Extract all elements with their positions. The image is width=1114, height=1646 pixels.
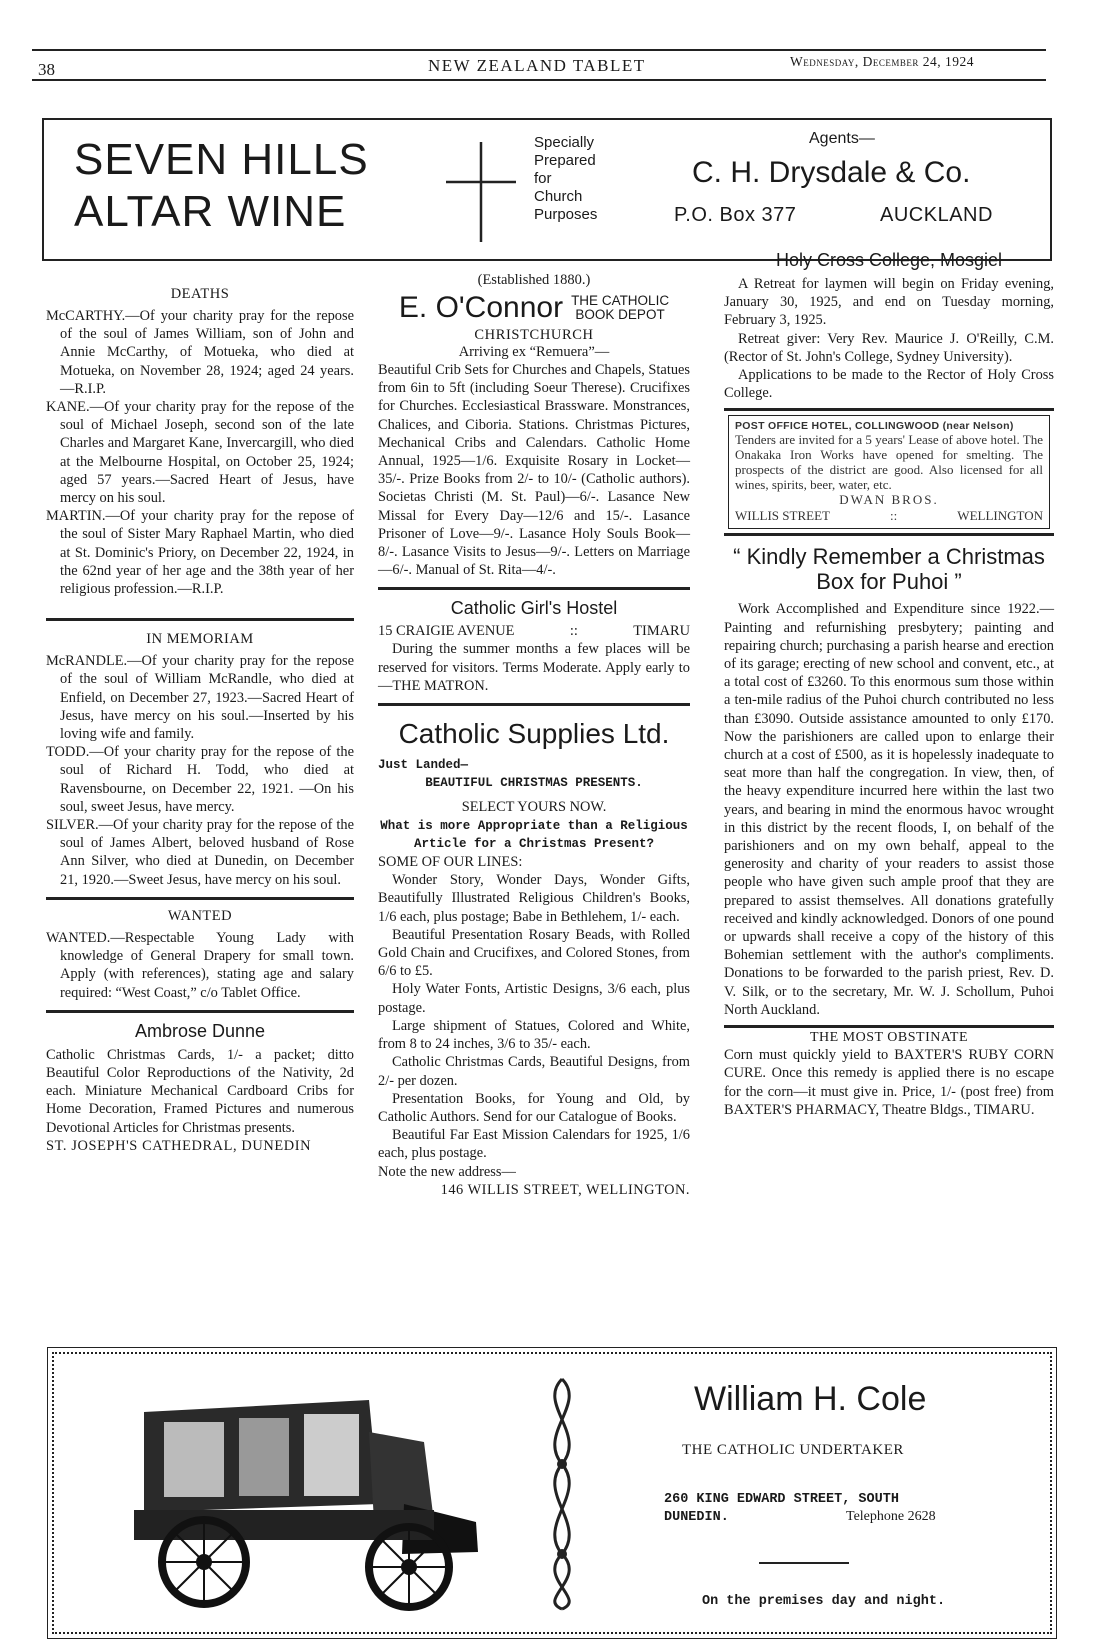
- publication-title: NEW ZEALAND TABLET: [428, 56, 646, 75]
- memoriam-entry: SILVER.—Of your charity pray for the repose of the soul of James Albert, beloved husband of Rose Ann Silver, who died at Dunedin, on December 21, 1920.—Sweet Jesus, have mercy on his soul.: [46, 817, 354, 888]
- postoffice-firm: DWAN BROS.: [839, 492, 939, 508]
- header-rule-bottom: [32, 79, 1046, 81]
- agent-name: C. H. Drysdale & Co.: [692, 156, 971, 189]
- section-divider: [46, 897, 354, 900]
- puhoi-text: Work Accomplished and Expenditure since 1922.—Painting and refurnishing presbytery; painting and repairing church; purchasing a parish hearse and erection of its garage; erecting of new school and convent, etc., at a total cost of £3260. To this enormous sum those within a ten-mile radius of the Puhoi church contributed no less than £3090. Outside assistance amounted to only £170. Now the parishioners are called upon to enlarge their church at a cost of £500, as it is hopelessly inadequate to seat more than half the congregation. In view, then, of the heavy expenditure incurred here within the last two years, and bearing in mind the enormous havoc wrought in this district by the recent floods, I, on behalf of the parishioners and on my own behalf, appeal to the generosity and charity of your readers to assist those people who have given such ample proof that they are prepared to assist themselves. All donations gratefully received and kindly acknowledged. Donors of one pound or upwards shall receive a copy of the history of this Bohemian settlement with the author's compliments. Donations to be forwarded to the parish priest, Rev. D. V. Silk, or to the secretary, Mr. W. J. Schollum, Puhoi North Auckland.: [724, 601, 1054, 1018]
- supplies-beautiful: BEAUTIFUL CHRISTMAS PRESENTS.: [425, 776, 643, 791]
- agent-city: AUCKLAND: [880, 204, 993, 226]
- supplies-select: SELECT YOURS NOW.: [461, 799, 607, 816]
- holycross-p2: Retreat giver: Very Rev. Maurice J. O'Reilly, C.M. (Rector of St. John's College, Sydney University).: [724, 330, 1054, 365]
- cole-ad: [52, 1352, 1052, 1634]
- supplies-just-landed: Just Landed—: [378, 758, 469, 773]
- supplies-item: Beautiful Presentation Rosary Beads, with Rolled Gold Chain and Crucifixes, and Colored Stones, from 6/6 to £5.: [378, 926, 690, 980]
- cole-name: William H. Cole: [694, 1380, 927, 1418]
- oconnor-established: (Established 1880.): [477, 272, 591, 288]
- supplies-item: Holy Water Fonts, Artistic Designs, 3/6 each, plus postage.: [378, 981, 690, 1016]
- issue-date: Wednesday, December 24, 1924: [790, 54, 975, 69]
- section-divider: [724, 1025, 1054, 1028]
- supplies-lines: SOME OF OUR LINES:: [378, 854, 523, 871]
- section-divider: [46, 1010, 354, 1013]
- hearse-icon: [104, 1372, 484, 1617]
- hostel-text: During the summer months a few places will be reserved for visitors. Terms Moderate. Apply early to—THE MATRON.: [378, 641, 690, 694]
- section-divider: [378, 703, 690, 706]
- deaths-title: DEATHS: [170, 286, 230, 302]
- ambrose-text: Catholic Christmas Cards, 1/- a packet; ditto Beautiful Color Reproductions of the Nativity, 2d each. Miniature Mechanical Cardboard Cribs for Home Decoration, Framed Pictures and numerous Devotional Articles for Christmas presents.: [46, 1046, 354, 1136]
- oconnor-arriving: Arriving ex “Remuera”—: [458, 344, 610, 360]
- oconnor-tag: THE CATHOLIC BOOK DEPOT: [571, 293, 670, 322]
- postoffice-title: POST OFFICE HOTEL, COLLINGWOOD (near Nelson): [735, 420, 1014, 433]
- oconnor-city: CHRISTCHURCH: [474, 327, 594, 343]
- agents-label: Agents—: [809, 130, 875, 147]
- oconnor-header: [378, 291, 690, 325]
- memoriam-entry: McRANDLE.—Of your charity pray for the repose of the soul of William McRandle, who died at Enfield, on December 27, 1923.—Sacred Heart of Jesus, have mercy on his soul.—Inserted by his loving wife and family.: [46, 653, 354, 743]
- wine-purpose: Specially Prepared for Church Purposes: [534, 134, 598, 223]
- supplies-item: Wonder Story, Wonder Days, Wonder Gifts, Beautifully Illustrated Religious Children's Books, 1/6 each, plus postage; Babe in Bethlehem, 1/- each.: [378, 872, 690, 925]
- section-divider: [724, 533, 1054, 536]
- postoffice-text: Tenders are invited for a 5 years' Lease of above hotel. The Onakaka Iron Works have opened for smelting. The prospects of the district are good. Also licensed for all wines, spirits, beer, water, etc.: [735, 432, 1043, 493]
- supplies-address: 146 WILLIS STREET, WELLINGTON.: [440, 1181, 690, 1198]
- hostel-city: TIMARU: [633, 623, 690, 640]
- supplies-item: Presentation Books, for Young and Old, by Catholic Authors. Send for our Catalogue of Books.: [378, 1090, 690, 1125]
- po-box: P.O. Box 377: [674, 204, 797, 226]
- column-middle: [378, 272, 690, 1199]
- section-divider: [46, 618, 354, 621]
- hostel-address-line: 15 CRAIGIE AVENUE :: TIMARU: [378, 623, 690, 640]
- postoffice-box: [728, 415, 1050, 529]
- hostel-address: 15 CRAIGIE AVENUE: [378, 623, 515, 640]
- supplies-title: Catholic Supplies Ltd.: [398, 718, 670, 750]
- page-number: 38: [38, 60, 55, 79]
- wine-title-line2: ALTAR WINE: [74, 187, 347, 236]
- cross-icon: [446, 142, 516, 242]
- oconnor-name: E. O'Connor: [398, 291, 564, 324]
- ambrose-title: Ambrose Dunne: [134, 1020, 266, 1041]
- wanted-text: WANTED.—Respectable Young Lady with knowledge of General Drapery for small town. Apply (with references), stating age and salary required: “West Coast,” c/o Tablet Office.: [46, 929, 354, 1001]
- header-rule-top: [32, 49, 1046, 51]
- section-divider: [724, 408, 1054, 411]
- oconnor-text: Beautiful Crib Sets for Churches and Chapels, Statues from 6in to 5ft (including Soeur Therese). Crucifixes for Churches. Ecclesiastical Brassware. Monstrances, Chalices, and Ciboria. Stations. Christmas Pictures, Mechanical Cribs and Calendars. Catholic Home Annual, 1925—1/6. Exquisite Rosary in Locket—35/-. Prize Books from 2/- to 10/- (Catholic authors). Societas Christi (M. St. Paul)—6/-. Lasance New Missal for Every Day—12/6 and 15/-. Lasance Prisoner of Love—9/-. Lasance Holy Souls Book— 8/-. Lasance Visits to Jesus—9/-. Letters on Marriage—6/-. Manual of St. Rita—4/-.: [378, 362, 690, 579]
- cole-phone: Telephone 2628: [846, 1509, 936, 1524]
- memoriam-title: IN MEMORIAM: [146, 631, 254, 648]
- altar-wine-ad: [42, 118, 1052, 261]
- baxter-text: Corn must quickly yield to BAXTER'S RUBY CORN CURE. Once this remedy is applied there is no escape for the corn—it must give in. Price, 1/- (post free) from BAXTER'S PHARMACY, Theatre Bldgs., TIMARU.: [724, 1047, 1054, 1118]
- cole-role: THE CATHOLIC UNDERTAKER: [682, 1442, 904, 1458]
- holycross-p3: Applications to be made to the Rector of Holy Cross College.: [724, 367, 1054, 402]
- postoffice-address: WILLIS STREET :: WELLINGTON: [735, 508, 1043, 524]
- puhoi-title: “ Kindly Remember a Christmas Box for Puhoi ”: [733, 544, 1045, 595]
- cole-address2: DUNEDIN.: [664, 1510, 729, 1525]
- death-entry: McCARTHY.—Of your charity pray for the repose of the soul of James William, son of John and Annie McCarthy, of Motueka, who died at Motueka, on November 28, 1924; aged 24 years.—R.I.P.: [46, 308, 354, 397]
- column-left: [46, 280, 354, 1155]
- holycross-p1: A Retreat for laymen will begin on Friday evening, January 30, 1925, and end on Tuesday morning, February 3, 1925.: [724, 276, 1054, 329]
- column-right: [724, 248, 1054, 1119]
- cole-address1: 260 KING EDWARD STREET, SOUTH: [664, 1492, 899, 1507]
- supplies-item: Large shipment of Statues, Colored and White, from 8 to 24 inches, 3/6 to 35/- each.: [378, 1017, 690, 1053]
- ambrose-address: ST. JOSEPH'S CATHEDRAL, DUNEDIN: [46, 1137, 312, 1154]
- cole-tagline: On the premises day and night.: [702, 1594, 946, 1609]
- memoriam-entry: TODD.—Of your charity pray for the repose of the soul of Richard H. Todd, who died at Ravensbourne, on December 22, 1921. —On his soul, sweet Jesus, have mercy.: [46, 744, 354, 815]
- baxter-title: THE MOST OBSTINATE: [809, 1030, 969, 1046]
- supplies-item: Catholic Christmas Cards, Beautiful Designs, from 2/- per dozen.: [378, 1054, 690, 1089]
- holycross-title: Holy Cross College, Mosgiel: [775, 250, 1003, 270]
- section-divider: [378, 587, 690, 590]
- wanted-title: WANTED: [167, 907, 233, 924]
- ornament-icon: [532, 1374, 592, 1614]
- supplies-question: What is more Appropriate than a Religious Article for a Christmas Present?: [380, 818, 688, 851]
- wine-title-line1: SEVEN HILLS: [74, 135, 369, 184]
- supplies-note: Note the new address—: [378, 1163, 516, 1180]
- hostel-title: Catholic Girl's Hostel: [450, 598, 618, 619]
- supplies-item: Beautiful Far East Mission Calendars for 1925, 1/6 each, plus postage.: [378, 1127, 690, 1162]
- death-entry: KANE.—Of your charity pray for the repose of the soul of Michael Joseph, second son of the late Charles and Margaret Kane, Invercargill, who died at the Melbourne Hospital, on October 25, 1924; aged 57 years.—Sacred Heart of Jesus, have mercy on his soul.: [46, 399, 354, 507]
- death-entry: MARTIN.—Of your charity pray for the repose of the soul of Sister Mary Raphael Martin, who died at St. Dominic's Priory, on December 22, 1924, in the 62nd year of her age and the 38th year of her religious profession.—R.I.P.: [46, 508, 354, 598]
- cole-divider: [759, 1562, 849, 1564]
